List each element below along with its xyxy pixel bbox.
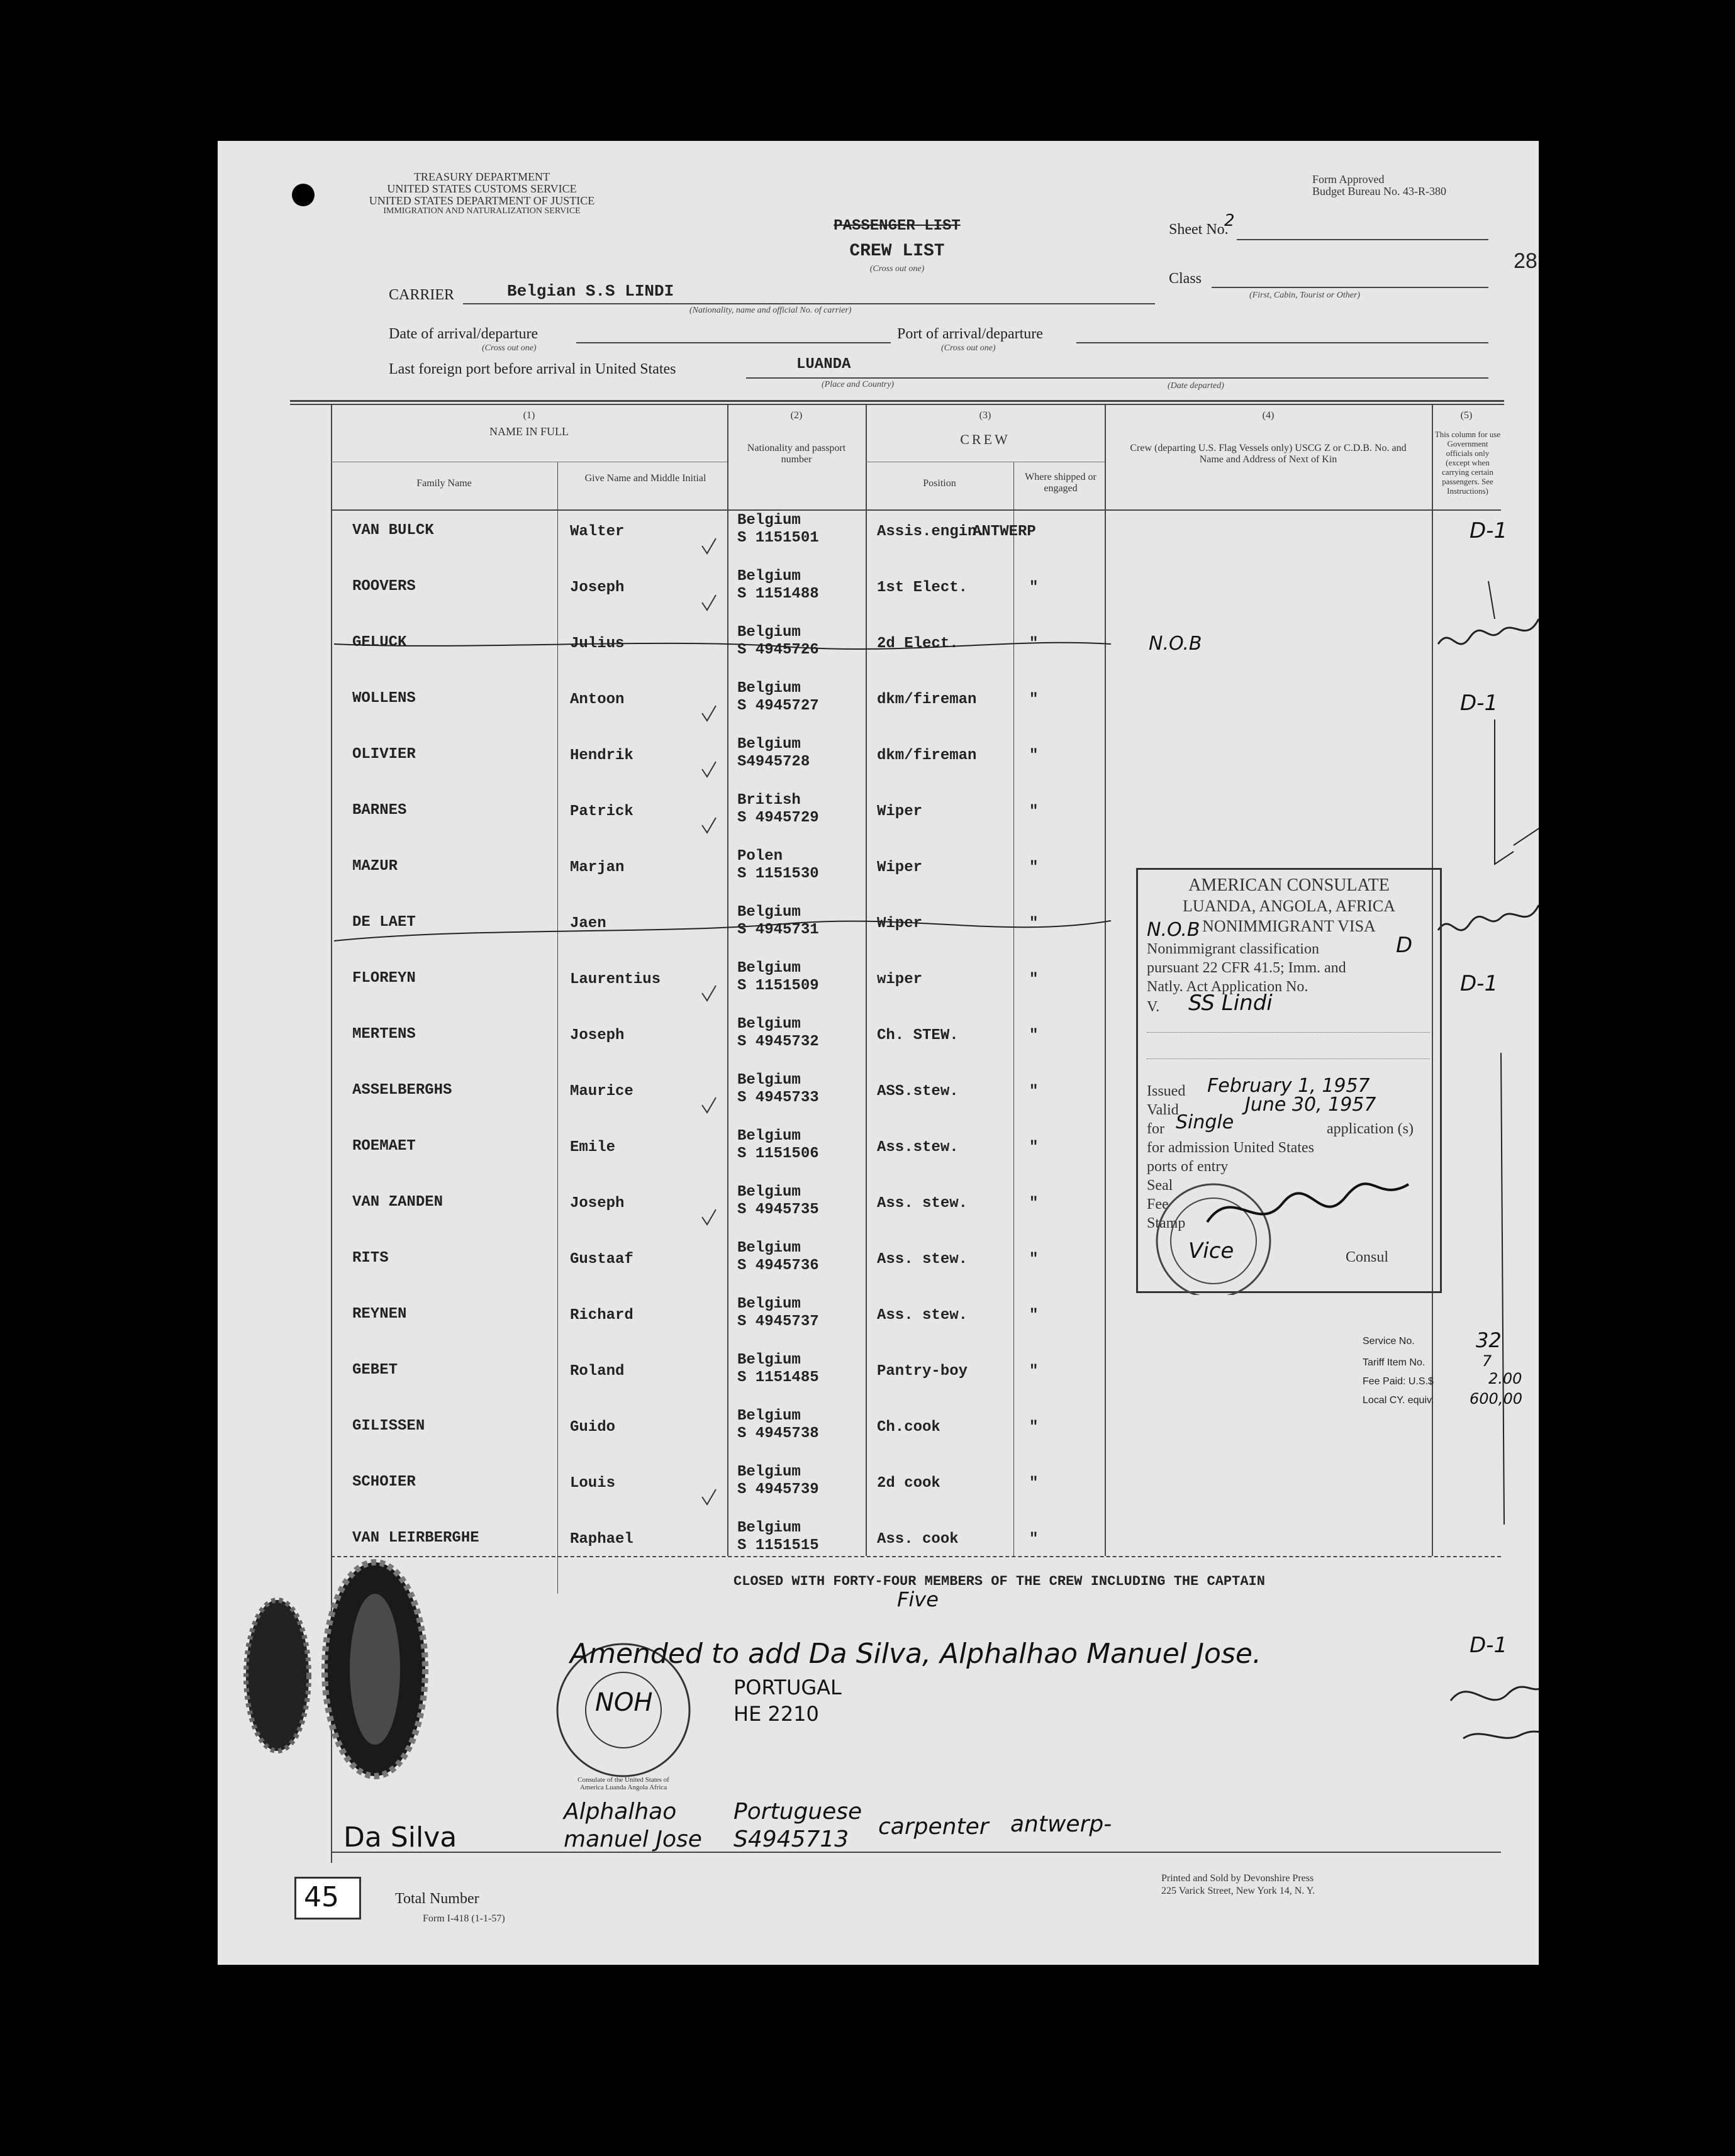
nationality: Belgium — [737, 1016, 801, 1033]
fee-value: 2.00 — [1488, 1370, 1522, 1387]
form-approved-line: Budget Bureau No. 43-R-380 — [1312, 184, 1446, 197]
position: Ass. stew. — [877, 1251, 968, 1268]
family-name: MERTENS — [352, 1026, 416, 1043]
given-name: Joseph — [570, 1027, 625, 1044]
amendment-passport: HE 2210 — [734, 1702, 819, 1726]
fee-label: Fee Paid: U.S.$ — [1363, 1376, 1434, 1387]
sheet-label: Sheet No. — [1169, 221, 1229, 238]
where-shipped: " — [1029, 1475, 1039, 1492]
nationality: Belgium — [737, 1240, 801, 1257]
passport-number: S 4945726 — [737, 642, 819, 658]
where-shipped: " — [1029, 915, 1039, 932]
stamp-for-hand: Single — [1176, 1111, 1234, 1133]
passport-number: S 1151501 — [737, 530, 819, 547]
where-shipped: " — [1029, 803, 1039, 820]
given-name: Raphael — [570, 1531, 633, 1548]
visa-stamp — [1136, 868, 1442, 1293]
tariff-value: 7 — [1482, 1352, 1492, 1370]
family-name: GILISSEN — [352, 1418, 425, 1435]
given-name: Walter — [570, 523, 625, 540]
position: Ass. cook — [877, 1531, 959, 1548]
given-name: Richard — [570, 1307, 633, 1324]
given-name: Louis — [570, 1475, 616, 1492]
where-shipped: " — [1029, 971, 1039, 988]
position: ASS.stew. — [877, 1083, 959, 1100]
amendment-text: Amended to add Da Silva, Alphalhao Manuel Jose. — [570, 1638, 1261, 1670]
stamp-class-line: Nonimmigrant classification — [1147, 941, 1319, 957]
gov-mark: D-1 — [1460, 691, 1498, 716]
fee-stamp — [1363, 1328, 1539, 1414]
local-label: Local CY. equiv. — [1363, 1395, 1434, 1406]
nationality: Belgium — [737, 1128, 801, 1145]
position: Wiper — [877, 915, 923, 932]
passport-number: S 1151509 — [737, 977, 819, 994]
family-name: OLIVIER — [352, 746, 416, 763]
position: wiper — [877, 971, 923, 988]
port-subtitle: (Cross out one) — [941, 343, 996, 353]
position: dkm/fireman — [877, 691, 977, 708]
stamp-place: LUANDA, ANGOLA, AFRICA — [1182, 897, 1395, 915]
page-title: CREW LIST — [849, 242, 945, 261]
added-given2: manuel Jose — [564, 1826, 702, 1852]
where-shipped: " — [1029, 1195, 1039, 1212]
total-number-label: Total Number — [395, 1891, 479, 1907]
added-position: carpenter — [878, 1814, 989, 1840]
position: Wiper — [877, 803, 923, 820]
added-given1: Alphalhao — [564, 1799, 677, 1825]
stamp-issued-label: Issued — [1147, 1083, 1186, 1099]
nationality: Belgium — [737, 1296, 801, 1313]
family-name: BARNES — [352, 802, 407, 819]
stamp-seal: Seal — [1147, 1177, 1173, 1194]
where-shipped: " — [1029, 635, 1039, 652]
service-label: Service No. — [1363, 1336, 1415, 1347]
crew-list-form — [218, 141, 1539, 1965]
given-name: Roland — [570, 1363, 625, 1380]
family-name: REYNEN — [352, 1306, 407, 1323]
nationality: Belgium — [737, 512, 801, 529]
class-label: Class — [1169, 270, 1202, 287]
carrier-label: CARRIER — [389, 287, 455, 303]
passport-number: S 4945737 — [737, 1313, 819, 1330]
passport-number: S 1151506 — [737, 1145, 819, 1162]
passport-number: S 1151515 — [737, 1537, 819, 1554]
stamp-valid-hand: June 30, 1957 — [1245, 1094, 1376, 1116]
wax-seals — [218, 1550, 532, 1814]
nationality: Polen — [737, 848, 783, 865]
stamp-v-label: V. — [1147, 999, 1160, 1015]
family-name: DE LAET — [352, 914, 416, 931]
family-name: ROEMAET — [352, 1138, 416, 1155]
stamp-title: AMERICAN CONSULATE — [1188, 875, 1390, 895]
passport-number: S 4945732 — [737, 1033, 819, 1050]
tariff-label: Tariff Item No. — [1363, 1357, 1425, 1368]
family-name: ASSELBERGHS — [352, 1082, 452, 1099]
position: Assis.engin. — [877, 523, 986, 540]
added-nationality: Portuguese — [734, 1799, 862, 1825]
dept-line: UNITED STATES DEPARTMENT OF JUSTICE — [369, 194, 595, 207]
stamp-nob: N.O.B — [1147, 919, 1200, 941]
nationality: Belgium — [737, 1184, 801, 1201]
nationality: Belgium — [737, 680, 801, 697]
given-name: Guido — [570, 1419, 616, 1436]
lastport-value: LUANDA — [796, 356, 851, 373]
passport-number: S 1151485 — [737, 1369, 819, 1386]
position: Wiper — [877, 859, 923, 876]
position: 2d Elect. — [877, 635, 959, 652]
where-shipped: " — [1029, 579, 1039, 596]
stamp-visa-type: NONIMMIGRANT VISA — [1202, 917, 1376, 935]
position: Ch. STEW. — [877, 1027, 959, 1044]
family-name: VAN ZANDEN — [352, 1194, 444, 1211]
position: 2d cook — [877, 1475, 940, 1492]
where-shipped: " — [1029, 1083, 1039, 1100]
amendment-gov: D-1 — [1470, 1633, 1508, 1658]
dept-line: IMMIGRATION AND NATURALIZATION SERVICE — [383, 206, 581, 216]
col1-number: (1) — [523, 410, 535, 421]
date-departed-subtitle: (Date departed) — [1168, 381, 1224, 391]
where-shipped: " — [1029, 1307, 1039, 1324]
stamp-class-hand: D — [1396, 933, 1413, 958]
total-number-value: 45 — [304, 1881, 339, 1913]
service-value: 32 — [1476, 1328, 1502, 1352]
position: 1st Elect. — [877, 579, 968, 596]
nationality: Belgium — [737, 624, 801, 641]
family-name: RITS — [352, 1250, 389, 1267]
stamp-issued-hand: February 1, 1957 — [1207, 1075, 1370, 1097]
family-name: VAN BULCK — [352, 522, 434, 539]
col1b-title: Give Name and Middle Initial — [584, 473, 706, 484]
family-name: GEBET — [352, 1362, 398, 1379]
col3a-title: Position — [923, 478, 956, 489]
where-shipped: " — [1029, 1027, 1039, 1044]
position: Ass. stew. — [877, 1307, 968, 1324]
where-shipped: " — [1029, 1531, 1039, 1548]
stamp-valid-label: Valid — [1147, 1102, 1179, 1118]
passport-number: S 1151530 — [737, 865, 819, 882]
stamp-fee: Fee — [1147, 1196, 1169, 1213]
nationality: Belgium — [737, 1352, 801, 1369]
dept-line: TREASURY DEPARTMENT — [413, 170, 550, 183]
given-name: Patrick — [570, 803, 633, 820]
title-subtitle: (Cross out one) — [869, 264, 925, 274]
col3b-title: Where shipped or engaged — [1025, 472, 1096, 494]
form-number: Form I-418 (1-1-57) — [423, 1913, 505, 1924]
next-of-kin: N.O.B — [1149, 633, 1202, 655]
amendment-country: PORTUGAL — [734, 1675, 842, 1699]
passport-number: S 4945729 — [737, 809, 819, 826]
added-family: Da Silva — [343, 1821, 457, 1853]
col5-title: This column for use Government officials only (except when carrying certain passengers. See Instructions) — [1434, 430, 1501, 496]
col5-number: (5) — [1460, 410, 1473, 421]
seal-hand: NOH — [595, 1688, 653, 1717]
stamp-pursuant: pursuant 22 CFR 41.5; Imm. and — [1147, 960, 1346, 976]
nationality: Belgium — [737, 568, 801, 585]
passport-number: S 4945735 — [737, 1201, 819, 1218]
col4-title: Crew (departing U.S. Flag Vessels only) USCG Z or C.D.B. No. and Name and Address of Next of Kin — [1130, 443, 1407, 465]
passport-number: S 4945739 — [737, 1481, 819, 1498]
given-name: Emile — [570, 1139, 616, 1156]
where-shipped: " — [1029, 747, 1039, 764]
given-name: Maurice — [570, 1083, 633, 1100]
passport-number: S 1151488 — [737, 586, 819, 603]
passport-number: S 4945733 — [737, 1089, 819, 1106]
position: Ass.stew. — [877, 1139, 959, 1156]
given-name: Julius — [570, 635, 625, 652]
gov-mark: D-1 — [1460, 971, 1498, 996]
title-struck: PASSENGER LIST — [834, 218, 961, 235]
port-label: Port of arrival/departure — [897, 326, 1043, 342]
family-name: VAN LEIRBERGHE — [352, 1530, 479, 1547]
stamp-for-label: for — [1147, 1121, 1164, 1137]
total-number-box — [294, 1877, 361, 1920]
where-shipped: " — [1029, 1419, 1039, 1436]
closing-text: CLOSED WITH FORTY-FOUR MEMBERS OF THE CREW INCLUDING THE CAPTAIN — [734, 1574, 1265, 1589]
position: Ch.cook — [877, 1419, 940, 1436]
lastport-label: Last foreign port before arrival in United States — [389, 361, 676, 377]
local-value: 600,00 — [1470, 1390, 1522, 1408]
passport-number: S 4945727 — [737, 697, 819, 714]
family-name: MAZUR — [352, 858, 398, 875]
where-shipped: " — [1029, 1139, 1039, 1156]
nationality: Belgium — [737, 904, 801, 921]
dept-line: UNITED STATES CUSTOMS SERVICE — [387, 182, 577, 195]
stamp-v-hand: SS Lindi — [1188, 991, 1273, 1016]
lastport-subtitle: (Place and Country) — [822, 380, 895, 389]
position: dkm/fireman — [877, 747, 977, 764]
sheet-value: 2 — [1224, 211, 1235, 230]
col3-title: CREW — [960, 431, 1010, 447]
given-name: Joseph — [570, 1195, 625, 1212]
printer-line2: 225 Varick Street, New York 14, N. Y. — [1161, 1886, 1315, 1896]
date-label: Date of arrival/departure — [389, 326, 538, 342]
gov-mark: D-1 — [1470, 518, 1508, 543]
date-subtitle: (Cross out one) — [482, 343, 537, 353]
family-name: GELUCK — [352, 634, 407, 651]
given-name: Gustaaf — [570, 1251, 633, 1268]
form-approved-line: Form Approved — [1312, 173, 1385, 186]
family-name: ROOVERS — [352, 578, 416, 595]
consulate-seal-text: Consulate of the United States of America Luanda Angola Africa — [577, 1776, 669, 1791]
given-name: Antoon — [570, 691, 625, 708]
stamp-application: application (s) — [1327, 1121, 1414, 1137]
position: Ass. stew. — [877, 1195, 968, 1212]
nationality: Belgium — [737, 1464, 801, 1481]
carrier-value: Belgian S.S LINDI — [507, 282, 674, 301]
nationality: Belgium — [737, 736, 801, 753]
added-passport: S4945713 — [734, 1826, 849, 1852]
nationality: Belgium — [737, 1408, 801, 1425]
col4-number: (4) — [1262, 410, 1275, 421]
given-name: Laurentius — [570, 971, 661, 988]
where-shipped: " — [1029, 691, 1039, 708]
where-shipped: ANTWERP — [973, 523, 1036, 540]
where-shipped: " — [1029, 859, 1039, 876]
class-subtitle: (First, Cabin, Tourist or Other) — [1249, 291, 1361, 300]
col1a-title: Family Name — [416, 478, 472, 489]
passport-number: S 4945731 — [737, 921, 819, 938]
stamp-for-adm: for admission United States — [1147, 1140, 1314, 1156]
given-name: Hendrik — [570, 747, 633, 764]
family-name: FLOREYN — [352, 970, 416, 987]
passport-number: S 4945738 — [737, 1425, 819, 1442]
stamp-consul: Consul — [1346, 1249, 1389, 1265]
added-shipped: antwerp- — [1010, 1811, 1112, 1837]
given-name: Marjan — [570, 859, 625, 876]
col3-number: (3) — [979, 410, 991, 421]
closing-correction: Five — [897, 1587, 939, 1611]
where-shipped: " — [1029, 1251, 1039, 1268]
col1-title: NAME IN FULL — [489, 425, 569, 438]
nationality: British — [737, 792, 801, 809]
col2-number: (2) — [790, 410, 803, 421]
passport-number: S 4945736 — [737, 1257, 819, 1274]
carrier-subtitle: (Nationality, name and official No. of carrier) — [689, 306, 852, 315]
nationality: Belgium — [737, 1072, 801, 1089]
passport-number: S4945728 — [737, 753, 810, 770]
given-name: Jaen — [570, 915, 606, 932]
class-value: 28 — [1514, 249, 1537, 273]
stamp-stamp: Stamp — [1147, 1215, 1186, 1231]
stamp-vice: Vice — [1188, 1238, 1234, 1264]
family-name: SCHOIER — [352, 1474, 416, 1491]
given-name: Joseph — [570, 579, 625, 596]
stamp-natly: Natly. Act Application No. — [1147, 979, 1308, 995]
stamp-ports: ports of entry — [1147, 1159, 1229, 1175]
nationality: Belgium — [737, 960, 801, 977]
nationality: Belgium — [737, 1520, 801, 1536]
position: Pantry-boy — [877, 1363, 968, 1380]
col2-title: Nationality and passport number — [747, 443, 846, 465]
family-name: WOLLENS — [352, 690, 416, 707]
printer-line1: Printed and Sold by Devonshire Press — [1161, 1873, 1314, 1884]
where-shipped: " — [1029, 1363, 1039, 1380]
